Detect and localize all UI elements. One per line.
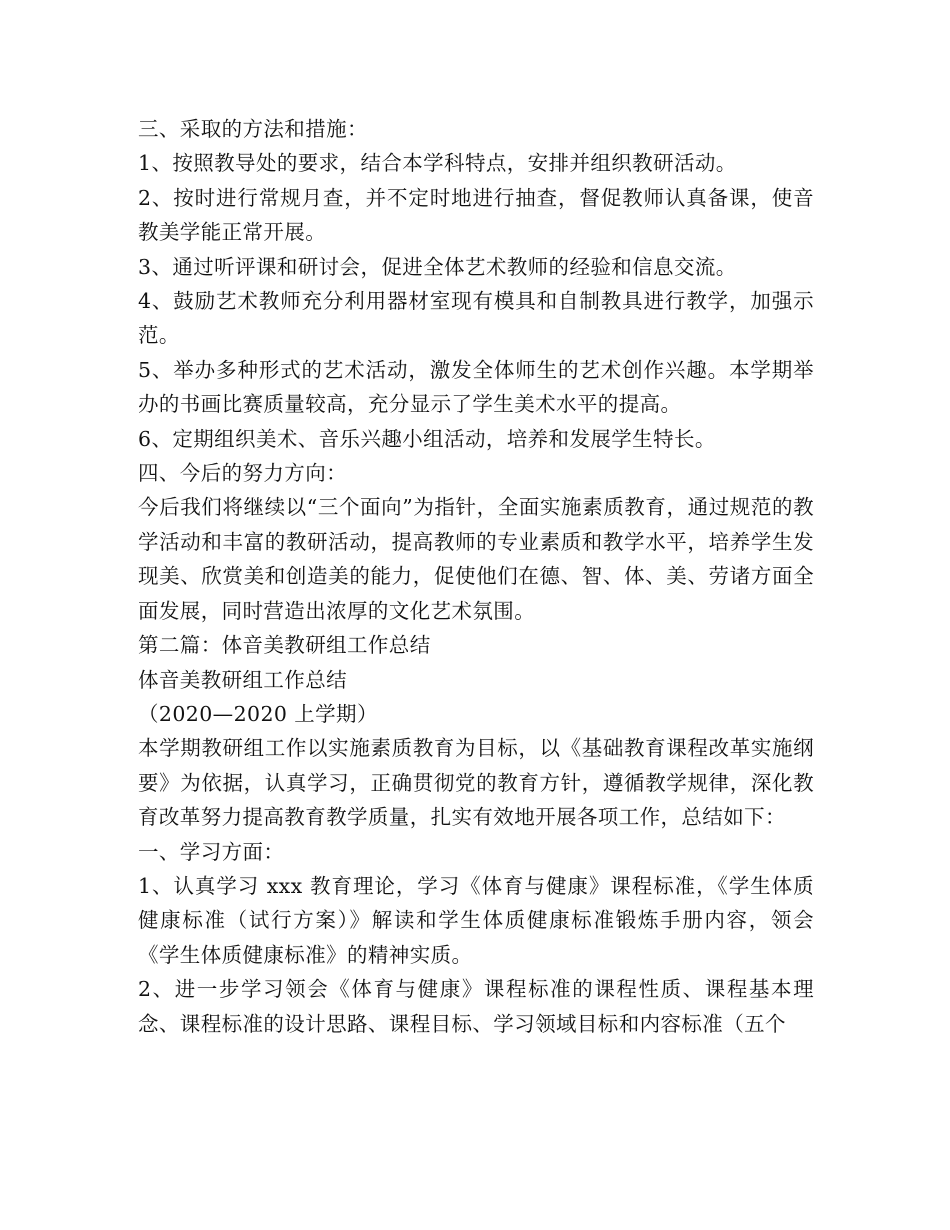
- paragraph-intro: 本学期教研组工作以实施素质教育为目标，以《基础教育课程改革实施纲要》为依据，认真学习，正确贯彻党的教育方针，遵循教学规律，深化教育改革努力提高教育教学质量，扎实有效地开展各项工作，总结如下：: [138, 736, 814, 830]
- document-title: 体音美教研组工作总结: [138, 667, 347, 692]
- paragraph-item-1: 1、按照教导处的要求，结合本学科特点，安排并组织教研活动。: [138, 151, 737, 176]
- paragraph-future: 今后我们将继续以“三个面向”为指针，全面实施素质教育，通过规范的教学活动和丰富的教研活动，提高教师的专业素质和教学水平，培养学生发现美、欣赏美和创造美的能力，促使他们在德、智、体、美、劳诸方面全面发展，同时营造出浓厚的文化艺术氛围。: [138, 495, 814, 623]
- document-subtitle: （2020—2020 上学期）: [138, 701, 378, 726]
- section-heading-study: 一、学习方面：: [138, 839, 285, 864]
- paragraph-study-2: 2、进一步学习领会《体育与健康》课程标准的课程性质、课程基本理念、课程标准的设计思路、课程目标、学习领域目标和内容标准（五个: [138, 977, 814, 1036]
- chapter-heading: 第二篇：体音美教研组工作总结: [138, 633, 431, 658]
- paragraph-study-1: 1、认真学习 xxx 教育理论，学习《体育与健康》课程标准，《学生体质健康标准（试行方案）》解读和学生体质健康标准锻炼手册内容，领会《学生体质健康标准》的精神实质。: [138, 873, 814, 967]
- paragraph-item-5: 5、举办多种形式的艺术活动，激发全体师生的艺术创作兴趣。本学期举办的书画比赛质量较高，充分显示了学生美术水平的提高。: [138, 357, 814, 417]
- section-heading-methods: 三、采取的方法和措施：: [138, 117, 368, 141]
- paragraph-item-3: 3、通过听评课和研讨会，促进全体艺术教师的经验和信息交流。: [138, 254, 737, 279]
- paragraph-item-4: 4、鼓励艺术教师充分利用器材室现有模具和自制教具进行教学，加强示范。: [138, 289, 814, 348]
- document-page: [138, 112, 814, 1041]
- paragraph-item-6: 6、定期组织美术、音乐兴趣小组活动，培养和发展学生特长。: [138, 426, 716, 451]
- section-heading-future: 四、今后的努力方向：: [138, 461, 347, 486]
- paragraph-item-2: 2、按时进行常规月查，并不定时地进行抽查，督促教师认真备课，使音教美学能正常开展。: [138, 185, 814, 245]
